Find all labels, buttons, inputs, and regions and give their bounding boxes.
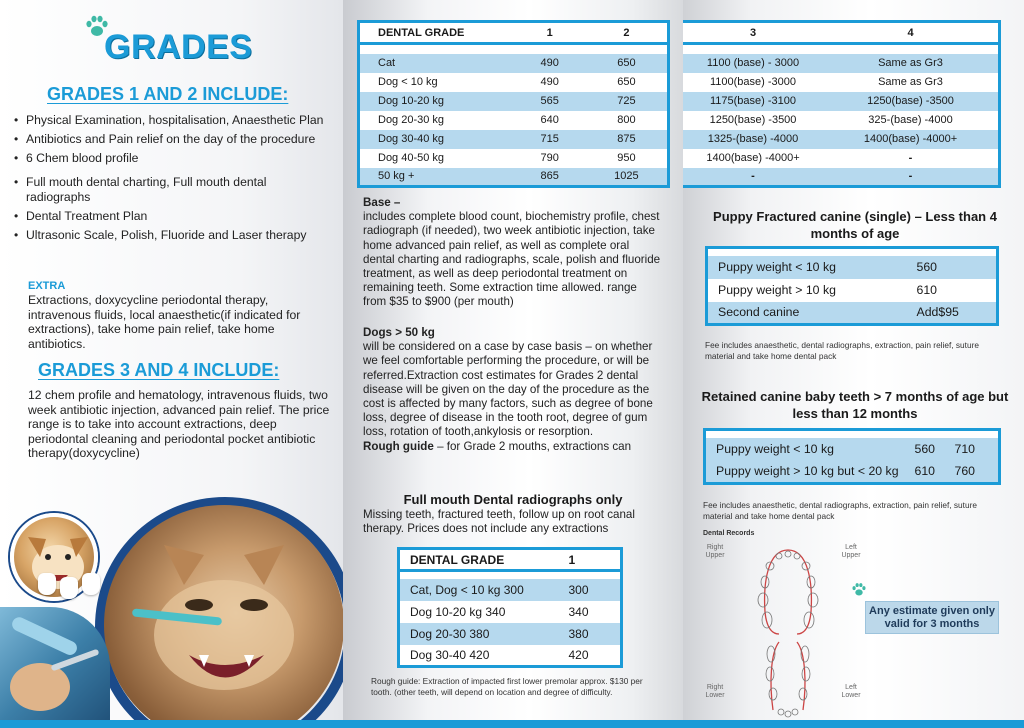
table-row (359, 111, 669, 130)
bottom-accent-bar (0, 720, 1024, 728)
cell: Dog 20-30 kg (378, 114, 445, 126)
grade-price-table-continued (683, 20, 1001, 188)
cell: Dog 20-30 380 (399, 623, 559, 645)
rough-guide-text: – for Grade 2 mouths, extractions can (433, 439, 632, 453)
cell: 1025 (586, 168, 669, 187)
cell: 710 (945, 438, 1000, 461)
retained-canine-title: Retained canine baby teeth > 7 months of age but less than 12 months (701, 389, 1009, 421)
fee-note-2: Fee includes anaesthetic, dental radiographs, extraction, pain relief, suture material and take home dental pack (703, 500, 977, 521)
table-row (683, 54, 1000, 73)
cell: - (683, 168, 823, 187)
cell: 1250(base) -3500 (823, 92, 1000, 111)
fee-note: Fee includes anaesthetic, dental radiographs, extraction, pain relief, suture material and take home dental pack (705, 340, 979, 361)
cell: 490 (540, 76, 559, 88)
cell: 650 (586, 54, 669, 73)
puppy-fractured-title: Puppy Fractured canine (single) – Less than 4 months of age (713, 209, 997, 241)
table-row (683, 149, 1000, 168)
page-title: GRADES (104, 28, 253, 66)
table-row (707, 256, 998, 279)
table-row (705, 461, 1000, 484)
cell: - (908, 152, 913, 164)
label-left-upper: Left Upper (841, 544, 861, 559)
cell: 300 (559, 579, 622, 601)
grades-1-2-list (12, 113, 332, 247)
cell: Cat (359, 54, 514, 73)
table-row (399, 645, 622, 667)
cell: 1325-(base) -4000 (683, 130, 823, 149)
column-header: 4 (823, 22, 1000, 44)
column-header: 1 (514, 22, 586, 44)
grades-3-4-heading: GRADES 3 AND 4 INCLUDE: (38, 360, 280, 380)
extra-label: EXTRA (28, 280, 66, 292)
cell: 610 (905, 461, 945, 484)
label-left-lower: Left Lower (841, 684, 861, 699)
cell: 610 (916, 283, 938, 297)
list-item: • Antibiotics and Pain relief on the day of the procedure (12, 132, 332, 147)
cell: 800 (617, 114, 636, 126)
cell: Puppy weight > 10 kg (718, 283, 836, 297)
cell: 50 kg + (359, 168, 514, 187)
cell: Cat, Dog < 10 kg 300 (399, 579, 559, 601)
tooth-icon (82, 573, 100, 595)
table-row (683, 73, 1000, 92)
cell: Puppy weight > 10 kg but < 20 kg (705, 461, 905, 484)
cell: Puppy weight < 10 kg (705, 438, 905, 461)
cell: 565 (514, 92, 586, 111)
table-row (359, 168, 669, 187)
cell: Dog 40-50 kg (378, 152, 445, 164)
cell: Add$95 (907, 302, 998, 325)
cell: 380 (559, 623, 622, 645)
base-heading: Base – (363, 196, 401, 209)
cell: Dog < 10 kg (378, 76, 438, 88)
radiographs-price-table (397, 547, 623, 668)
cell: 640 (540, 114, 559, 126)
grade-price-table (357, 20, 670, 188)
cell: 875 (586, 130, 669, 149)
cell: 725 (586, 92, 669, 111)
table-row (359, 54, 669, 73)
table-row (399, 623, 622, 645)
table-row (359, 92, 669, 111)
puppy-fractured-table (705, 246, 999, 326)
panel-grades-overview (0, 0, 343, 728)
column-header: 3 (683, 22, 823, 44)
cell: Same as Gr3 (823, 54, 1000, 73)
tooth-icon (60, 577, 78, 599)
paw-icon (851, 582, 867, 598)
cell: 650 (617, 76, 636, 88)
cell: 1400(base) -4000+ (823, 130, 1000, 149)
retained-canine-table (703, 428, 1001, 485)
cell: 420 (568, 647, 589, 662)
dogs-text: will be considered on a case by case basis – on whether we feel comfortable performing the procedure, or will be referred.Extraction cost estimates for Grades 2 dental disease will be given on the day of the procedure as the cost is affected by many factors, such as degree of bone loss, degree of disease in the tooth root, degree of gum loss, rotation of tooth,ankylosis or resorption. (363, 340, 653, 439)
cell: 1250(base) -3500 (709, 114, 797, 126)
column-header: 2 (586, 22, 669, 44)
cell: 1175(base) -3100 (683, 92, 823, 111)
extra-text: Extractions, doxycycline periodontal therapy, intravenous fluids, local anaesthetic(if indicated for extractions), take home pain relief, take home antibiotics. (28, 293, 301, 351)
dogs-section (363, 326, 663, 454)
table-row (359, 149, 669, 168)
table-row (683, 168, 1000, 187)
cell: Dog 10-20 kg 340 (410, 604, 506, 619)
panel-pricing (343, 0, 683, 728)
rough-guide-note: Rough guide: Extraction of impacted first lower premolar approx. $130 per tooth. (other teeth, will depend on location and degree of difficulty. (371, 676, 643, 697)
cell: - (823, 168, 1000, 187)
dogs-heading: Dogs > 50 kg (363, 326, 435, 339)
base-text: includes complete blood count, biochemistry profile, chest radiograph (if needed), two week antibiotic injection, take home advanced pain relief, as well as complete oral dental charting and radiographs, scale, polish and fluoride treatment, as well as deep periodontal treatment on remaining teeth. Some extraction time allowed. range from $35 to $900 (per mouth) (363, 210, 661, 309)
photo-collage (0, 495, 343, 728)
table-row (707, 302, 998, 325)
cell: Dog 10-20 kg (359, 92, 514, 111)
table-row (707, 279, 998, 302)
cell: 490 (514, 54, 586, 73)
cell: Puppy weight < 10 kg (707, 256, 907, 279)
chart-title: Dental Records (703, 530, 755, 537)
list-item: • Ultrasonic Scale, Polish, Fluoride and Laser therapy (12, 228, 332, 243)
panel-puppy-pricing (683, 0, 1024, 728)
cell: 790 (540, 152, 559, 164)
table-row (359, 73, 669, 92)
cell: Dog 30-40 420 (410, 647, 490, 662)
cell: 715 (514, 130, 586, 149)
cell: 340 (568, 604, 589, 619)
tooth-diagram (743, 542, 833, 722)
cell: 560 (905, 438, 945, 461)
table-row (683, 92, 1000, 111)
list-item: • Dental Treatment Plan (12, 209, 332, 224)
cell: 1100 (base) - 3000 (683, 54, 823, 73)
cell: 865 (514, 168, 586, 187)
base-section (363, 196, 663, 310)
tooth-icon (38, 573, 56, 595)
rough-guide-heading: Rough guide (363, 439, 434, 453)
table-row (399, 601, 622, 623)
cell: Dog 30-40 kg (359, 130, 514, 149)
dental-procedure-photo (0, 607, 110, 728)
dental-records-chart (699, 530, 869, 726)
radiographs-text: Missing teeth, fractured teeth, follow up on root canal therapy. Prices does not include any extractions (363, 508, 635, 536)
table-row (359, 130, 669, 149)
table-row (399, 579, 622, 601)
list-item: • Physical Examination, hospitalisation, Anaesthetic Plan (12, 113, 332, 128)
grades-3-4-text: 12 chem profile and hematology, intravenous fluids, two week antibiotic injection, advanced pain relief. The price range is to take into account extractions, deep periodontal cleaning and periodontal pocket antibiotic therapy(doxycycline) (28, 388, 330, 460)
radiographs-title: Full mouth Dental radiographs only (403, 492, 623, 507)
cell: Same as Gr3 (878, 76, 943, 88)
label-right-upper: Right Upper (705, 544, 725, 559)
cell: 560 (907, 256, 998, 279)
label-right-lower: Right Lower (705, 684, 725, 699)
column-header: DENTAL GRADE (359, 22, 514, 44)
cell: 760 (945, 461, 1000, 484)
grades-1-2-heading: GRADES 1 AND 2 INCLUDE: (47, 84, 289, 104)
cell: 950 (617, 152, 636, 164)
table-row (683, 130, 1000, 149)
list-item: • Full mouth dental charting, Full mouth dental radiographs (12, 175, 332, 205)
table-row (683, 111, 1000, 130)
cell: 1100(base) -3000 (709, 76, 797, 88)
cell: 1400(base) -4000+ (706, 152, 800, 164)
column-header: DENTAL GRADE (399, 549, 559, 571)
cell: Second canine (707, 302, 907, 325)
table-row (705, 438, 1000, 461)
cell: 325-(base) -4000 (868, 114, 953, 126)
list-item: • 6 Chem blood profile (12, 151, 332, 166)
estimate-validity-note: Any estimate given only valid for 3 months (865, 601, 999, 634)
column-header: 1 (559, 549, 622, 571)
